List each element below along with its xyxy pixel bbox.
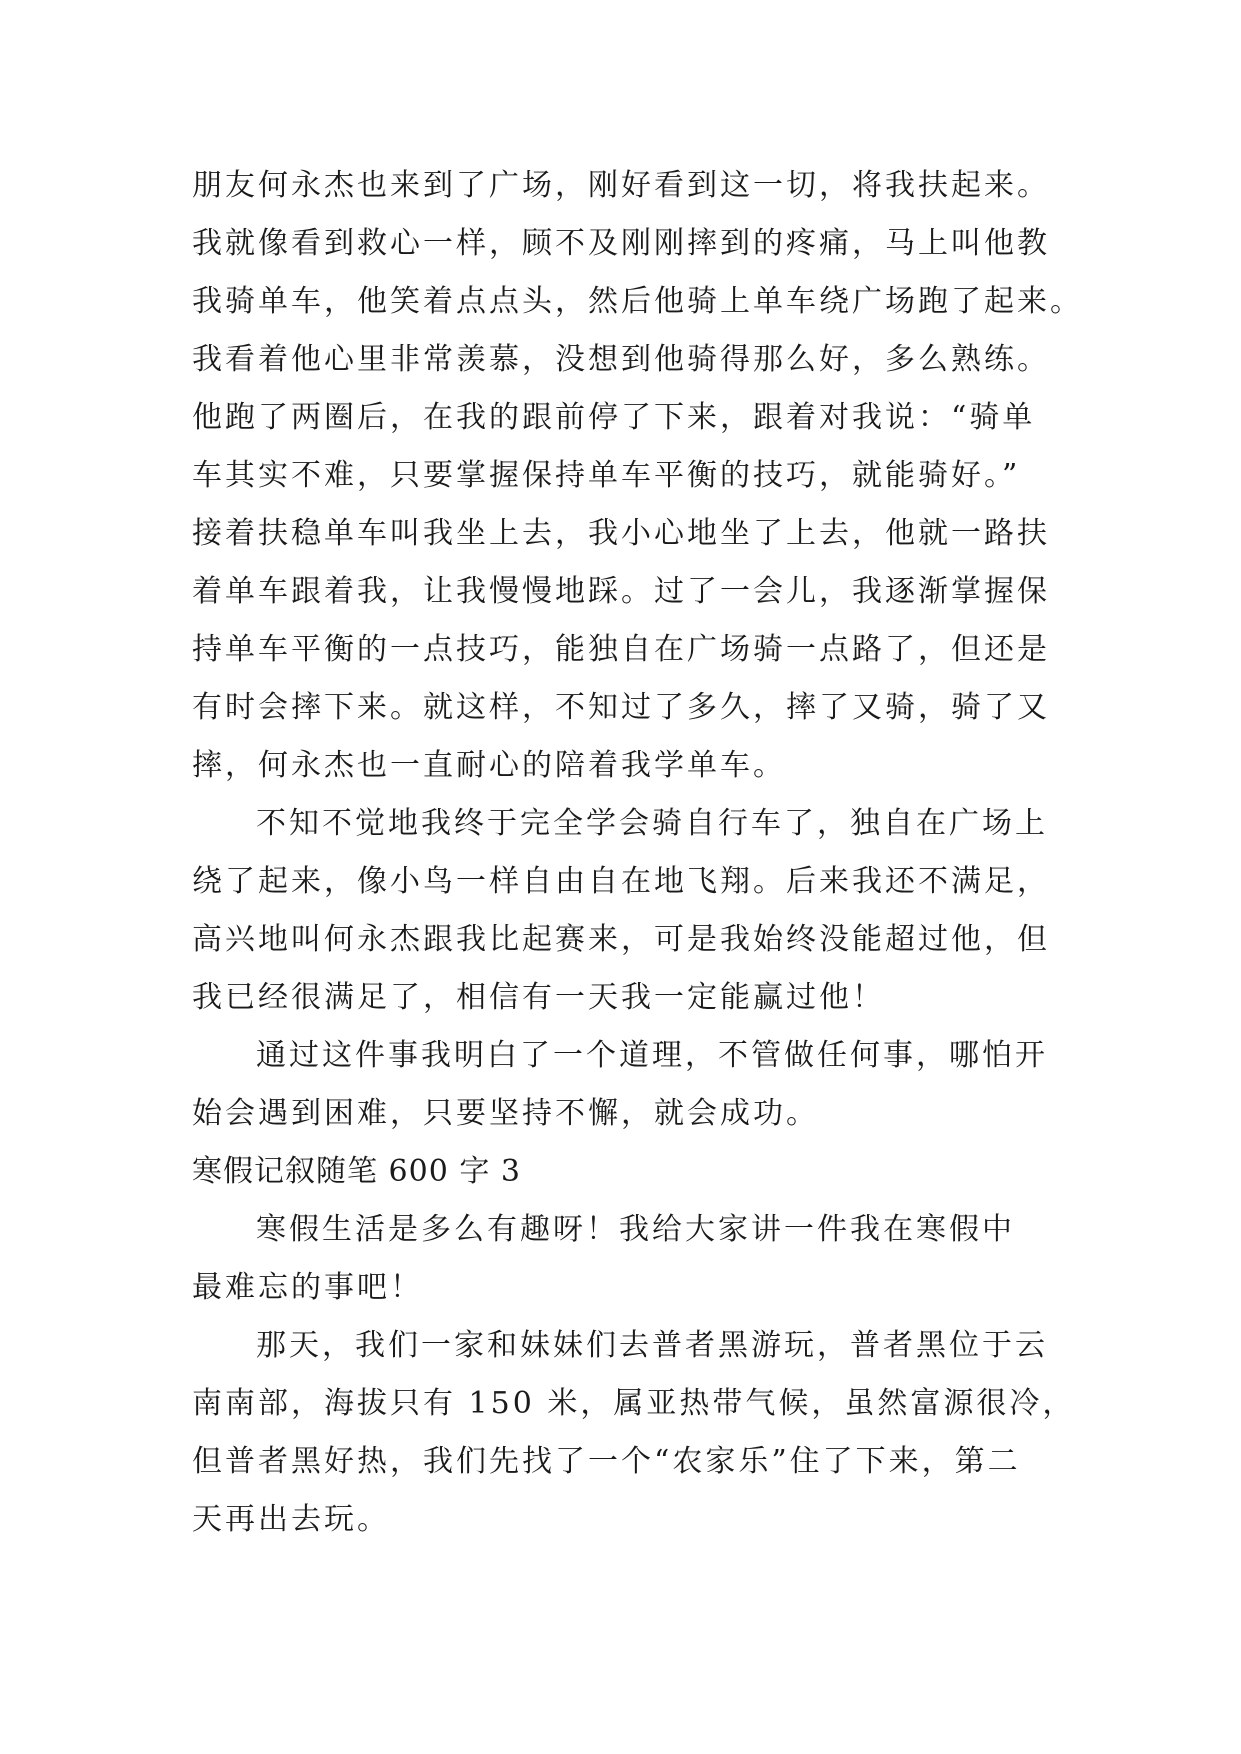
text-line: 摔，何永杰也一直耐心的陪着我学单车。 [192, 748, 786, 783]
text-line: 但普者黑好热，我们先找了一个“农家乐”住了下来，第二 [192, 1444, 1021, 1479]
text-line: 始会遇到困难，只要坚持不懈，就会成功。 [192, 1096, 819, 1131]
text-line: 朋友何永杰也来到了广场，刚好看到这一切，将我扶起来。 [192, 168, 1050, 203]
text-line: 通过这件事我明白了一个道理，不管做任何事，哪怕开 [256, 1038, 1048, 1073]
text-line: 我骑单车，他笑着点点头，然后他骑上单车绕广场跑了起来。 [192, 284, 1083, 319]
body-text [192, 157, 1083, 1549]
text-line: 他跑了两圈后，在我的跟前停了下来，跟着对我说：“骑单 [192, 400, 1036, 435]
text-line: 着单车跟着我，让我慢慢地踩。过了一会儿，我逐渐掌握保 [192, 574, 1050, 609]
text-line: 我已经很满足了，相信有一天我一定能赢过他！ [192, 980, 885, 1015]
text-line: 南南部，海拔只有 150 米，属亚热带气候，虽然富源很冷， [192, 1386, 1076, 1421]
text-line: 绕了起来，像小鸟一样自由自在地飞翔。后来我还不满足， [192, 864, 1050, 899]
text-line: 持单车平衡的一点技巧，能独自在广场骑一点路了，但还是 [192, 632, 1050, 667]
text-line: 不知不觉地我终于完全学会骑自行车了，独自在广场上 [256, 806, 1048, 841]
section-heading: 寒假记叙随笔 600 字 3 [192, 1154, 521, 1189]
text-line: 最难忘的事吧！ [192, 1270, 423, 1305]
text-line: 有时会摔下来。就这样，不知过了多久，摔了又骑，骑了又 [192, 690, 1050, 725]
text-line: 那天，我们一家和妹妹们去普者黑游玩，普者黑位于云 [256, 1328, 1048, 1363]
text-line: 我就像看到救心一样，顾不及刚刚摔到的疼痛，马上叫他教 [192, 226, 1050, 261]
text-line: 接着扶稳单车叫我坐上去，我小心地坐了上去，他就一路扶 [192, 516, 1050, 551]
text-line: 寒假生活是多么有趣呀！我给大家讲一件我在寒假中 [256, 1212, 1015, 1247]
text-line: 高兴地叫何永杰跟我比起赛来，可是我始终没能超过他，但 [192, 922, 1050, 957]
text-line: 车其实不难，只要掌握保持单车平衡的技巧，就能骑好。” [192, 458, 1021, 493]
text-line: 天再出去玩。 [192, 1502, 390, 1537]
text-line: 我看着他心里非常羡慕，没想到他骑得那么好，多么熟练。 [192, 342, 1050, 377]
